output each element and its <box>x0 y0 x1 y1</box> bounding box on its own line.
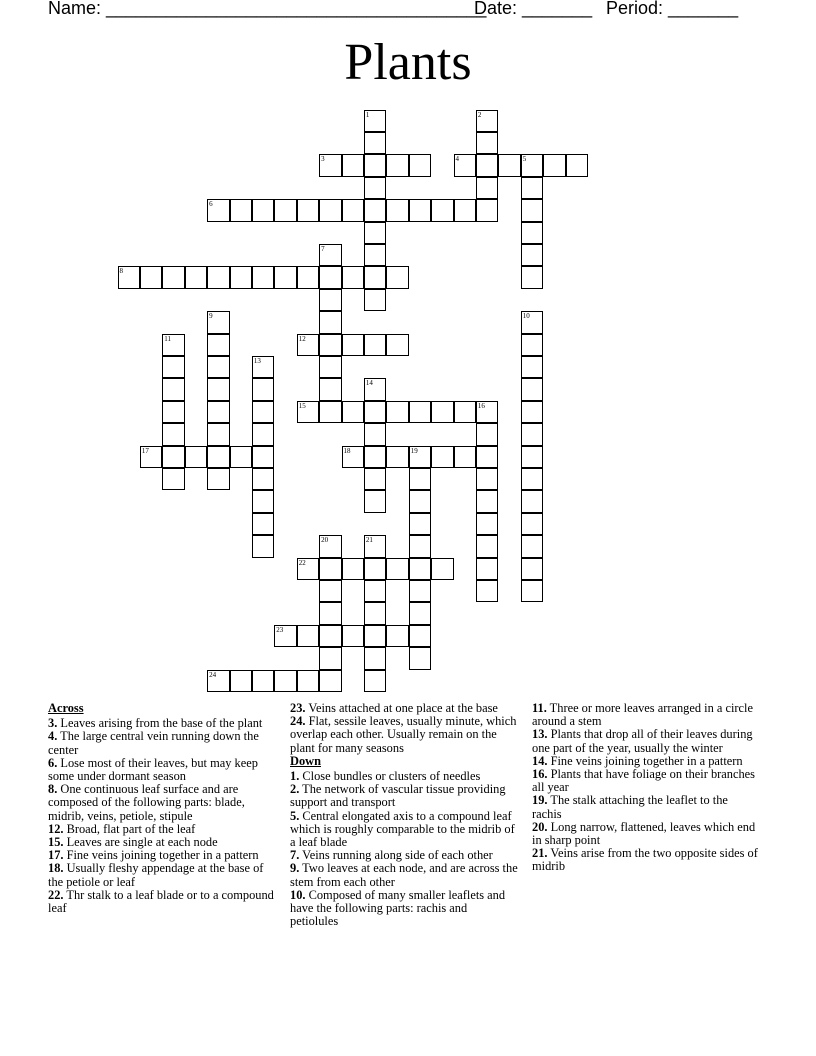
grid-cell[interactable] <box>252 490 275 513</box>
grid-cell[interactable] <box>319 266 342 289</box>
grid-cell[interactable] <box>386 558 409 581</box>
clue-number: 21 <box>365 536 373 545</box>
grid-cell[interactable] <box>409 401 432 424</box>
grid-cell[interactable] <box>162 334 185 357</box>
grid-cell[interactable] <box>409 446 432 469</box>
clue-item-text: Plants that have foliage on their branches all year <box>532 767 755 795</box>
clue-number: 5 <box>522 155 527 164</box>
clue-item-number: 7. <box>290 848 300 863</box>
clue-number: 6 <box>209 200 213 209</box>
grid-cell[interactable] <box>386 625 409 648</box>
grid-cell[interactable] <box>521 468 544 491</box>
clue-item <box>48 730 276 756</box>
clue-item-number: 3. <box>48 716 58 731</box>
grid-cell[interactable] <box>364 132 387 155</box>
clue-item-number: 22. <box>48 887 64 902</box>
clue-item-number: 23. <box>290 701 306 715</box>
clue-item <box>48 757 276 783</box>
grid-cell[interactable] <box>364 468 387 491</box>
grid-cell[interactable] <box>162 468 185 491</box>
grid-cell[interactable] <box>252 199 275 222</box>
clue-item-text: Two leaves at each node, and are across the stem from each other <box>290 861 518 889</box>
grid-cell[interactable] <box>386 401 409 424</box>
grid-cell[interactable] <box>319 378 342 401</box>
grid-cell[interactable] <box>521 423 544 446</box>
grid-cell[interactable] <box>162 266 185 289</box>
grid-cell[interactable] <box>386 446 409 469</box>
clue-item <box>290 889 518 929</box>
clue-number: 10 <box>522 312 530 321</box>
grid-cell[interactable] <box>521 401 544 424</box>
clue-item <box>48 862 276 888</box>
grid-cell[interactable] <box>521 535 544 558</box>
clue-item-text: Thr stalk to a leaf blade or to a compound leaf <box>48 887 274 916</box>
grid-cell[interactable] <box>364 289 387 312</box>
clue-number: 2 <box>477 110 482 119</box>
clue-number: 23 <box>276 625 284 634</box>
clues-column-2 <box>290 702 518 928</box>
grid-cell[interactable] <box>476 154 499 177</box>
clue-item-number: 17. <box>48 848 64 863</box>
name-field[interactable]: Name: ______________________________________ <box>48 0 487 18</box>
grid-cell[interactable] <box>521 154 544 177</box>
grid-cell[interactable] <box>364 558 387 581</box>
grid-cell[interactable] <box>364 266 387 289</box>
grid-cell[interactable] <box>274 625 297 648</box>
grid-cell[interactable] <box>409 647 432 670</box>
down-clue-list <box>290 770 518 928</box>
clue-item <box>290 783 518 809</box>
grid-cell[interactable] <box>319 356 342 379</box>
grid-cell[interactable] <box>364 647 387 670</box>
grid-cell[interactable] <box>342 266 365 289</box>
clue-item <box>532 728 760 754</box>
grid-cell[interactable] <box>252 446 275 469</box>
grid-cell[interactable] <box>162 378 185 401</box>
grid-cell[interactable] <box>386 266 409 289</box>
grid-cell[interactable] <box>274 266 297 289</box>
grid-cell[interactable] <box>409 625 432 648</box>
grid-cell[interactable] <box>364 401 387 424</box>
grid-cell[interactable] <box>319 558 342 581</box>
grid-cell[interactable] <box>297 558 320 581</box>
grid-cell[interactable] <box>162 401 185 424</box>
grid-cell[interactable] <box>476 490 499 513</box>
clue-item-number: 1. <box>290 769 300 784</box>
clue-item-number: 14. <box>532 753 548 768</box>
clue-item <box>532 794 760 820</box>
grid-cell[interactable] <box>319 535 342 558</box>
grid-cell[interactable] <box>342 558 365 581</box>
grid-cell[interactable] <box>409 513 432 536</box>
grid-cell[interactable] <box>319 334 342 357</box>
grid-cell[interactable] <box>364 177 387 200</box>
clues-column-3 <box>532 702 760 874</box>
clue-item-text: Long narrow, flattened, leaves which end in sharp point <box>532 819 756 848</box>
clue-item <box>48 783 276 823</box>
clue-number: 17 <box>141 446 149 455</box>
clue-item-text: Leaves arising from the base of the plant <box>57 716 263 731</box>
grid-cell[interactable] <box>319 647 342 670</box>
clue-number: 9 <box>209 312 213 321</box>
grid-cell[interactable] <box>386 334 409 357</box>
grid-cell[interactable] <box>319 154 342 177</box>
clue-number: 24 <box>209 670 217 679</box>
grid-cell[interactable] <box>252 670 275 693</box>
clue-item-number: 20. <box>532 819 548 834</box>
grid-cell[interactable] <box>342 446 365 469</box>
grid-cell[interactable] <box>364 154 387 177</box>
grid-cell[interactable] <box>521 311 544 334</box>
clue-number: 22 <box>298 558 306 567</box>
grid-cell[interactable] <box>162 356 185 379</box>
grid-cell[interactable] <box>521 244 544 267</box>
clue-item-text: Plants that drop all of their leaves during one part of the year, usually the winter <box>532 727 753 755</box>
grid-cell[interactable] <box>252 423 275 446</box>
grid-cell[interactable] <box>431 558 454 581</box>
grid-cell[interactable] <box>230 670 253 693</box>
grid-cell[interactable] <box>476 468 499 491</box>
grid-cell[interactable] <box>409 154 432 177</box>
grid-cell[interactable] <box>297 266 320 289</box>
clue-item-text: One continuous leaf surface and are composed of the following parts: blade, midrib, veins, petiole, stipule <box>48 782 245 823</box>
clue-number: 15 <box>298 401 306 410</box>
clue-item-number: 10. <box>290 887 306 902</box>
grid-cell[interactable] <box>386 154 409 177</box>
grid-cell[interactable] <box>162 446 185 469</box>
grid-cell[interactable] <box>207 199 230 222</box>
grid-cell[interactable] <box>140 266 163 289</box>
clue-number: 16 <box>477 401 485 410</box>
grid-cell[interactable] <box>118 266 141 289</box>
grid-cell[interactable] <box>543 154 566 177</box>
grid-cell[interactable] <box>409 535 432 558</box>
clue-number: 4 <box>455 155 459 164</box>
clue-item <box>532 702 760 728</box>
grid-cell[interactable] <box>342 199 365 222</box>
grid-cell[interactable] <box>364 625 387 648</box>
clue-item-number: 24. <box>290 714 306 729</box>
grid-cell[interactable] <box>252 401 275 424</box>
clue-item-text: Fine veins joining together in a pattern <box>63 848 259 863</box>
grid-cell[interactable] <box>431 446 454 469</box>
clue-item-text: Usually fleshy appendage at the base of the petiole or leaf <box>48 861 264 889</box>
grid-cell[interactable] <box>521 446 544 469</box>
grid-cell[interactable] <box>207 423 230 446</box>
grid-cell[interactable] <box>297 334 320 357</box>
clue-item-text: Close bundles or clusters of needles <box>299 769 481 784</box>
grid-cell[interactable] <box>274 670 297 693</box>
grid-cell[interactable] <box>185 446 208 469</box>
grid-cell[interactable] <box>162 423 185 446</box>
grid-cell[interactable] <box>230 266 253 289</box>
clue-item-text: The stalk attaching the leaflet to the rachis <box>532 793 728 821</box>
grid-cell[interactable] <box>319 244 342 267</box>
grid-cell[interactable] <box>364 199 387 222</box>
grid-cell[interactable] <box>498 154 521 177</box>
grid-cell[interactable] <box>297 401 320 424</box>
grid-cell[interactable] <box>319 311 342 334</box>
grid-cell[interactable] <box>521 266 544 289</box>
grid-cell[interactable] <box>342 334 365 357</box>
clue-item-number: 16. <box>532 767 548 782</box>
clue-item-number: 8. <box>48 782 58 797</box>
grid-cell[interactable] <box>207 311 230 334</box>
grid-cell[interactable] <box>297 199 320 222</box>
grid-cell[interactable] <box>521 558 544 581</box>
grid-cell[interactable] <box>364 490 387 513</box>
grid-cell[interactable] <box>252 468 275 491</box>
clue-number: 14 <box>365 379 373 388</box>
clue-item-text: Broad, flat part of the leaf <box>63 821 196 836</box>
grid-cell[interactable] <box>319 580 342 603</box>
clue-item <box>532 847 760 873</box>
grid-cell[interactable] <box>521 356 544 379</box>
clue-item-number: 11. <box>532 701 547 715</box>
grid-cell[interactable] <box>454 154 477 177</box>
clue-number: 13 <box>253 356 261 365</box>
clue-item-number: 13. <box>532 727 548 742</box>
grid-cell[interactable] <box>297 625 320 648</box>
grid-cell[interactable] <box>342 625 365 648</box>
grid-cell[interactable] <box>252 356 275 379</box>
grid-cell[interactable] <box>207 468 230 491</box>
clue-item <box>48 889 276 915</box>
grid-cell[interactable] <box>431 401 454 424</box>
clue-item-number: 2. <box>290 782 300 797</box>
grid-cell[interactable] <box>252 266 275 289</box>
grid-cell[interactable] <box>476 446 499 469</box>
grid-cell[interactable] <box>207 266 230 289</box>
grid-cell[interactable] <box>409 468 432 491</box>
grid-cell[interactable] <box>454 401 477 424</box>
grid-cell[interactable] <box>319 289 342 312</box>
grid-cell[interactable] <box>230 446 253 469</box>
period-field[interactable]: Period: _______ <box>606 0 739 18</box>
clue-item-text: Flat, sessile leaves, usually minute, which overlap each other. Usually remain on the plant for many seasons <box>290 714 517 755</box>
clue-item-number: 12. <box>48 821 64 836</box>
grid-cell[interactable] <box>364 423 387 446</box>
grid-cell[interactable] <box>185 266 208 289</box>
grid-cell[interactable] <box>297 670 320 693</box>
grid-cell[interactable] <box>521 378 544 401</box>
clue-item-number: 4. <box>48 729 58 744</box>
clues-column-1 <box>48 702 276 915</box>
grid-cell[interactable] <box>140 446 163 469</box>
grid-cell[interactable] <box>454 446 477 469</box>
grid-cell[interactable] <box>566 154 589 177</box>
clue-number: 19 <box>410 446 418 455</box>
grid-cell[interactable] <box>409 580 432 603</box>
across-clue-list-continued <box>290 702 518 755</box>
clue-number: 12 <box>298 334 306 343</box>
clue-item-number: 9. <box>290 861 300 876</box>
clue-item-text: The large central vein running down the center <box>48 729 259 757</box>
grid-cell[interactable] <box>319 199 342 222</box>
grid-cell[interactable] <box>476 423 499 446</box>
grid-cell[interactable] <box>252 535 275 558</box>
grid-cell[interactable] <box>476 199 499 222</box>
grid-cell[interactable] <box>521 222 544 245</box>
clue-item <box>532 821 760 847</box>
grid-cell[interactable] <box>342 401 365 424</box>
grid-cell[interactable] <box>521 199 544 222</box>
page-title: Plants <box>344 34 472 91</box>
grid-cell[interactable] <box>521 490 544 513</box>
grid-cell[interactable] <box>207 670 230 693</box>
grid-cell[interactable] <box>521 334 544 357</box>
clue-number: 11 <box>164 334 172 343</box>
clue-item-text: Three or more leaves arranged in a circle around a stem <box>532 701 753 729</box>
clue-item-text: Composed of many smaller leaflets and have the following parts: rachis and petiolules <box>290 887 506 929</box>
grid-cell[interactable] <box>319 625 342 648</box>
grid-cell[interactable] <box>319 401 342 424</box>
down-heading: Down <box>290 753 321 768</box>
grid-cell[interactable] <box>386 199 409 222</box>
clue-item-number: 5. <box>290 808 300 823</box>
grid-cell[interactable] <box>274 199 297 222</box>
grid-cell[interactable] <box>476 132 499 155</box>
grid-cell[interactable] <box>364 222 387 245</box>
clue-item <box>290 715 518 755</box>
grid-cell[interactable] <box>476 401 499 424</box>
across-heading: Across <box>48 701 84 715</box>
date-field[interactable]: Date: _______ <box>474 0 593 18</box>
grid-cell[interactable] <box>207 356 230 379</box>
grid-cell[interactable] <box>476 110 499 133</box>
grid-cell[interactable] <box>454 199 477 222</box>
clue-item-number: 21. <box>532 846 548 861</box>
clue-item <box>290 810 518 850</box>
grid-cell[interactable] <box>409 490 432 513</box>
across-clue-list <box>48 717 276 915</box>
clue-item-text: Leaves are single at each node <box>63 835 218 850</box>
clue-number: 1 <box>365 110 370 119</box>
grid-cell[interactable] <box>476 513 499 536</box>
grid-cell[interactable] <box>364 110 387 133</box>
down-clue-list-continued <box>532 702 760 874</box>
grid-cell[interactable] <box>409 199 432 222</box>
grid-cell[interactable] <box>521 177 544 200</box>
clue-item-text: Fine veins joining together in a pattern <box>547 753 743 768</box>
grid-cell[interactable] <box>521 513 544 536</box>
grid-cell[interactable] <box>409 558 432 581</box>
grid-cell[interactable] <box>521 580 544 603</box>
clue-number: 20 <box>321 536 329 545</box>
clue-number: 3 <box>321 155 325 164</box>
grid-cell[interactable] <box>230 199 253 222</box>
clue-item-text: The network of vascular tissue providing support and transport <box>290 782 506 810</box>
grid-cell[interactable] <box>319 670 342 693</box>
grid-cell[interactable] <box>476 558 499 581</box>
grid-cell[interactable] <box>476 177 499 200</box>
clue-item-text: Lose most of their leaves, but may keep some under dormant season <box>48 755 258 784</box>
clue-item-text: Veins arise from the two opposite sides of midrib <box>532 846 758 874</box>
grid-cell[interactable] <box>342 154 365 177</box>
clue-item-text: Central elongated axis to a compound leaf which is roughly comparable to the midrib of a leaf blade <box>290 808 515 850</box>
grid-cell[interactable] <box>252 378 275 401</box>
grid-cell[interactable] <box>319 602 342 625</box>
clue-item-number: 19. <box>532 793 548 808</box>
clue-number: 18 <box>343 446 351 455</box>
grid-cell[interactable] <box>364 535 387 558</box>
grid-cell[interactable] <box>476 580 499 603</box>
clue-item-text: Veins attached at one place at the base <box>305 701 498 715</box>
clue-number: 7 <box>321 244 325 253</box>
grid-cell[interactable] <box>476 535 499 558</box>
grid-cell[interactable] <box>207 446 230 469</box>
grid-cell[interactable] <box>364 580 387 603</box>
grid-cell[interactable] <box>364 446 387 469</box>
grid-cell[interactable] <box>207 401 230 424</box>
grid-cell[interactable] <box>364 670 387 693</box>
grid-cell[interactable] <box>431 199 454 222</box>
clue-item-text: Veins running along side of each other <box>299 848 493 863</box>
grid-cell[interactable] <box>364 378 387 401</box>
grid-cell[interactable] <box>364 602 387 625</box>
grid-cell[interactable] <box>364 334 387 357</box>
clue-item-number: 15. <box>48 835 64 850</box>
clue-number: 8 <box>119 267 123 276</box>
grid-cell[interactable] <box>252 513 275 536</box>
clue-item-number: 18. <box>48 861 64 876</box>
clue-item <box>290 862 518 888</box>
grid-cell[interactable] <box>207 334 230 357</box>
grid-cell[interactable] <box>207 378 230 401</box>
clue-item <box>532 768 760 794</box>
grid-cell[interactable] <box>409 602 432 625</box>
clue-item-number: 6. <box>48 755 58 770</box>
grid-cell[interactable] <box>364 244 387 267</box>
